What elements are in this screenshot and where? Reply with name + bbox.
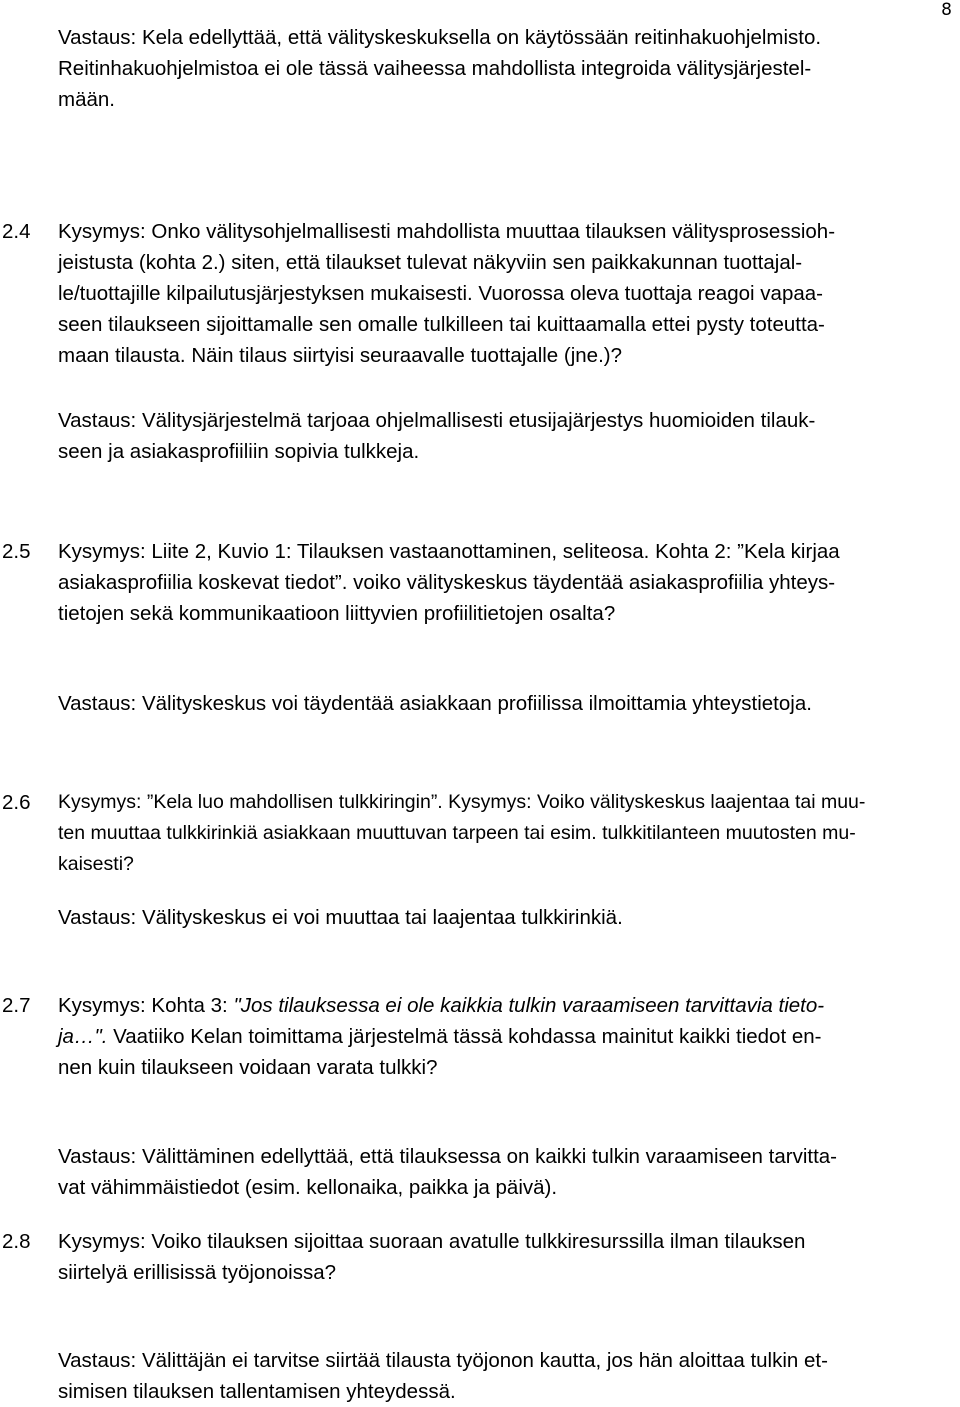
question-2-6-number: 2.6 [2, 791, 31, 814]
text-line: mään. [58, 88, 115, 111]
question-2-8-number: 2.8 [2, 1230, 31, 1253]
text-line: simisen tilauksen tallentamisen yhteydessä. [58, 1380, 456, 1403]
question-2-7-quote: "Jos tilauksessa ei ole kaikkia tulkin varaamiseen tarvittavia tieto- [233, 994, 825, 1017]
text-line: seen ja asiakasprofiiliin sopivia tulkkeja. [58, 440, 420, 463]
answer-2-3 [58, 22, 954, 115]
text-line: nen kuin tilaukseen voidaan varata tulkki? [58, 1056, 438, 1079]
text-line: seen tilaukseen sijoittamalle sen omalle tulkilleen tai kuittaamalla ettei pysty toteutta- [58, 313, 825, 336]
text-line: asiakasprofiilia koskevat tiedot”. voiko välityskeskus täydentää asiakasprofiilia yhteys- [58, 571, 836, 594]
text-line: Vastaus: Välityskeskus voi täydentää asiakkaan profiilissa ilmoittamia yhteystietoja. [58, 692, 812, 715]
text-line: Kysymys: Liite 2, Kuvio 1: Tilauksen vastaanottaminen, seliteosa. Kohta 2: ”Kela kirjaa [58, 540, 840, 563]
text-line: Vastaus: Kela edellyttää, että välityskeskuksella on käytössään reitinhakuohjelmisto. [58, 26, 822, 49]
text-line [58, 990, 954, 1021]
question-2-4-number: 2.4 [2, 220, 31, 243]
question-2-5-text [58, 536, 954, 629]
answer-2-5 [58, 688, 954, 719]
text-line: Kysymys: Onko välitysohjelmallisesti mahdollista muuttaa tilauksen välitysprosessioh- [58, 220, 836, 243]
question-2-5-number: 2.5 [2, 540, 31, 563]
page-number: 8 [941, 0, 952, 20]
text-line: Vastaus: Välityskeskus ei voi muuttaa tai laajentaa tulkkirinkiä. [58, 906, 623, 929]
answer-2-6 [58, 902, 954, 933]
text-line: maan tilausta. Näin tilaus siirtyisi seuraavalle tuottajalle (jne.)? [58, 344, 623, 367]
question-2-7-rest: Vaatiiko Kelan toimittama järjestelmä tässä kohdassa mainitut kaikki tiedot en- [107, 1025, 822, 1048]
text-line: Vastaus: Välittäjän ei tarvitse siirtää tilausta työjonon kautta, jos hän aloittaa tulkin et- [58, 1349, 828, 1372]
answer-2-4 [58, 405, 954, 467]
text-line: kaisesti? [58, 853, 134, 875]
question-2-6-text [58, 787, 954, 880]
answer-2-7 [58, 1141, 954, 1203]
text-line: Reitinhakuohjelmistoa ei ole tässä vaiheessa mahdollista integroida välitysjärjestel- [58, 57, 812, 80]
question-2-8-text [58, 1226, 954, 1288]
question-2-7-number: 2.7 [2, 994, 31, 1017]
text-line: jeistusta (kohta 2.) siten, että tilaukset tulevat näkyviin sen paikkakunnan tuottajal- [58, 251, 803, 274]
question-2-7-quote-end: ja…". [58, 1025, 108, 1048]
answer-2-8 [58, 1345, 954, 1407]
text-line: ten muuttaa tulkkirinkiä asiakkaan muuttuvan tarpeen tai esim. tulkkitilanteen muutosten mu- [58, 822, 856, 844]
text-line: Kysymys: ”Kela luo mahdollisen tulkkiringin”. Kysymys: Voiko välityskeskus laajentaa tai muu- [58, 791, 866, 813]
text-line: le/tuottajille kilpailutusjärjestyksen mukaisesti. Vuorossa oleva tuottaja reagoi vapaa- [58, 282, 823, 305]
question-2-4-text [58, 216, 954, 371]
text-line: siirtelyä erillisissä työjonoissa? [58, 1261, 336, 1284]
text-line: Vastaus: Välitysjärjestelmä tarjoaa ohjelmallisesti etusijajärjestys huomioiden tilauk- [58, 409, 816, 432]
text-line: Vastaus: Välittäminen edellyttää, että tilauksessa on kaikki tulkin varaamiseen tarvitta- [58, 1145, 837, 1168]
text-line: Kysymys: Voiko tilauksen sijoittaa suoraan avatulle tulkkiresurssilla ilman tilauksen [58, 1230, 806, 1253]
text-line: vat vähimmäistiedot (esim. kellonaika, paikka ja päivä). [58, 1176, 558, 1199]
question-2-7-prefix: Kysymys: Kohta 3: [58, 994, 234, 1017]
question-2-7-text [58, 990, 954, 1083]
text-line [58, 1021, 954, 1052]
text-line: tietojen sekä kommunikaatioon liittyvien profiilitietojen osalta? [58, 602, 616, 625]
